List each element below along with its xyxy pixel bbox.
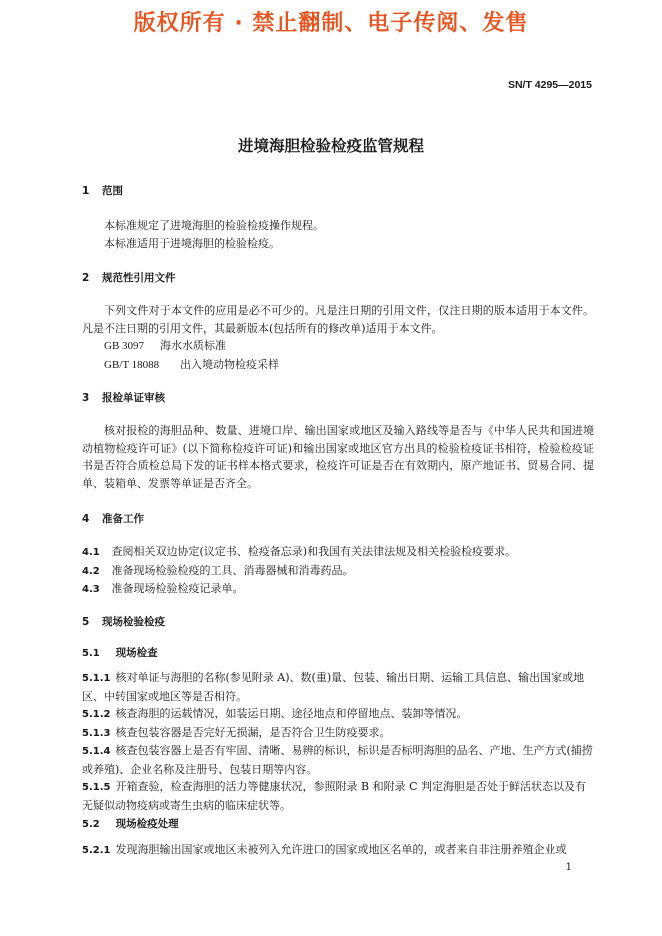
clause — [82, 724, 594, 743]
section-title: 准备工作 — [102, 513, 144, 525]
reference-title: 出入境动物检疫采样 — [180, 357, 279, 371]
subsection-title: 现场检疫处理 — [115, 818, 179, 830]
clause-number: 5.1.5 — [82, 782, 111, 793]
subsection-5-2-heading — [82, 816, 594, 834]
section-number: 3 — [82, 392, 90, 404]
clause — [82, 705, 594, 724]
clause — [82, 778, 594, 814]
section-title: 现场检验检疫 — [102, 616, 165, 628]
clause-text: 核查海胆的运载情况，如装运日期、途径地点和停留地点、装卸等情况。 — [115, 707, 468, 720]
section-4-heading — [82, 511, 594, 529]
clause-text: 发现海胆输出国家或地区未被列入允许进口的国家或地区名单的，或者来自非注册养殖企业或 — [115, 843, 567, 856]
subsection-5-1-body — [82, 669, 594, 814]
subsection-title: 现场检查 — [115, 647, 158, 659]
standard-number: SN/T 4295—2015 — [507, 79, 592, 91]
section-title: 规范性引用文件 — [102, 272, 176, 284]
clause — [82, 742, 594, 778]
paragraph: 核对报检的海胆品种、数量、进境口岸、输出国家或地区及输入路线等是否与《中华人民共和国进境动植物检疫许可证》(以下简称检疫许可证)和输出国家或地区官方出具的检验检疫证书相符，检验检疫证书是否符合质检总局下发的证书样本格式要求，检疫许可证是否在有效期内，原产地证书、贸易合同、提单、装箱单、发票等单证是否齐全。 — [82, 424, 594, 490]
section-4-body — [82, 543, 594, 599]
section-title: 报检单证审核 — [102, 392, 165, 404]
normative-reference — [82, 356, 594, 375]
clause-number: 4.1 — [82, 547, 100, 558]
section-3-heading — [82, 390, 594, 408]
clause-text: 查阅相关双边协定(议定书、检疫备忘录)和我国有关法律法规及相关检验检疫要求。 — [111, 545, 517, 558]
reference-code: GB/T 18088 — [104, 358, 160, 371]
clause-number: 5.1.3 — [82, 727, 111, 739]
clause — [82, 543, 594, 562]
clause-text: 准备现场检验检疫记录单。 — [111, 582, 244, 595]
section-title: 范围 — [102, 185, 123, 197]
section-number: 4 — [82, 513, 90, 525]
clause-number: 5.1.2 — [82, 709, 111, 720]
clause — [82, 669, 594, 705]
paragraph: 下列文件对于本文件的应用是必不可少的。凡是注日期的引用文件，仅注日期的版本适用于本文件。凡是不注日期的引用文件，其最新版本(包括所有的修改单)适用于本文件。 — [82, 304, 594, 335]
reference-code: GB 3097 — [104, 340, 145, 352]
section-2-heading — [82, 270, 594, 288]
clause-text: 准备现场检验检疫的工具、消毒器械和消毒药品。 — [111, 563, 354, 577]
clause-number: 4.3 — [82, 584, 100, 595]
clause-text: 开箱查验，检查海胆的活力等健康状况，参照附录 B 和附录 C 判定海胆是否处于鲜活状态以及有无疑似动物疫病或寄生虫病的临床症状等。 — [82, 780, 586, 812]
subsection-5-2-body — [82, 841, 594, 860]
document-title: 进境海胆检验检疫监管规程 — [237, 137, 424, 155]
subsection-number: 5.2 — [82, 819, 100, 830]
clause-number: 5.2.1 — [82, 845, 111, 856]
clause-text: 核查包装容器是否完好无损漏，是否符合卫生防疫要求。 — [115, 725, 391, 739]
section-1-body — [82, 217, 594, 252]
clause-text: 核对单证与海胆的名称(参见附录 A)、数(重)量、包装、输出日期、运输工具信息、输出国家或地区、中转国家或地区等是否相符。 — [82, 671, 585, 703]
copyright-watermark: 版权所有 · 禁止翻制、电子传阅、发售 — [133, 11, 529, 36]
subsection-5-1-heading — [82, 645, 594, 663]
paragraph: 本标准规定了进境海胆的检验检疫操作规程。 — [104, 219, 324, 232]
paragraph: 本标准适用于进境海胆的检验检疫。 — [104, 236, 280, 250]
section-2-body — [82, 302, 594, 374]
section-3-body — [82, 422, 594, 492]
normative-reference — [82, 337, 594, 356]
section-number: 5 — [82, 616, 90, 628]
reference-title: 海水水质标准 — [160, 339, 226, 352]
clause-number: 5.1.1 — [82, 673, 111, 684]
clause — [82, 841, 594, 860]
section-5-heading — [82, 614, 594, 632]
section-number: 1 — [82, 185, 90, 197]
clause-number: 4.2 — [82, 565, 100, 577]
section-number: 2 — [82, 272, 90, 284]
subsection-number: 5.1 — [82, 648, 100, 659]
clause-text: 核查包装容器上是否有牢固、清晰、易辨的标识，标识是否标明海胆的品名、产地、生产方式(捕捞或养殖)、企业名称及注册号、包装日期等内容。 — [82, 744, 593, 776]
section-1-heading — [82, 183, 594, 201]
clause — [82, 562, 594, 581]
page-number: 1 — [565, 862, 572, 873]
clause-number: 5.1.4 — [82, 746, 111, 757]
clause — [82, 580, 594, 599]
